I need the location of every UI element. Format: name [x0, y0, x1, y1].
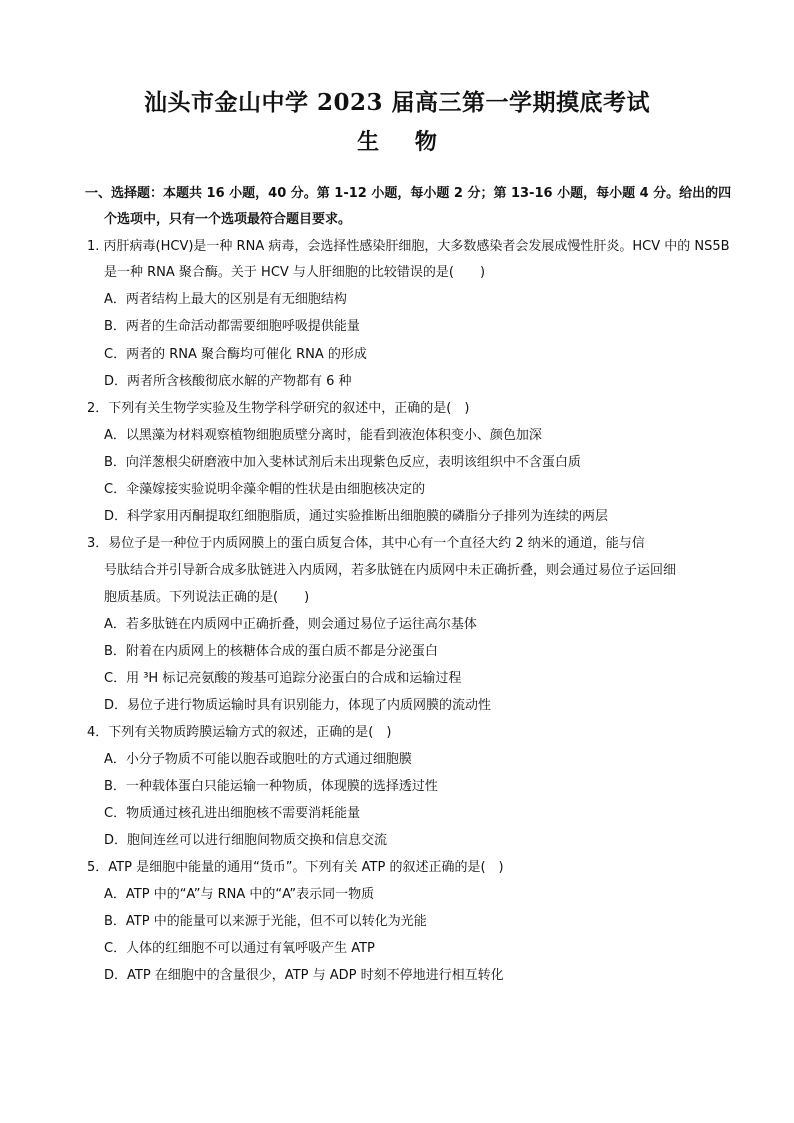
question-1-option-c: C．两者的 RNA 聚合酶均可催化 RNA 的形成 — [104, 347, 367, 362]
section-heading-line-2: 个选项中，只有一个选项最符合题目要求。 — [104, 212, 352, 227]
question-5-option-d: D．ATP 在细胞中的含量很少，ATP 与 ADP 时刻不停地进行相互转化 — [104, 968, 504, 983]
question-5-stem-line-1: 5．ATP 是细胞中能量的通用“货币”。下列有关 ATP 的叙述正确的是( ) — [87, 860, 504, 875]
question-4-option-b: B．一种载体蛋白只能运输一种物质，体现膜的选择透过性 — [104, 779, 438, 794]
question-4-option-a: A．小分子物质不可能以胞吞或胞吐的方式通过细胞膜 — [104, 752, 412, 767]
question-2-stem-line-1: 2．下列有关生物学实验及生物学科学研究的叙述中，正确的是( ) — [87, 401, 470, 416]
question-3-stem-line-1: 3．易位子是一种位于内质网膜上的蛋白质复合体，其中心有一个直径大约 2 纳米的通道，能与信 — [87, 536, 645, 551]
question-3-option-b: B．附着在内质网上的核糖体合成的蛋白质不都是分泌蛋白 — [104, 644, 438, 659]
question-2-option-c: C．伞藻嫁接实验说明伞藻伞帽的性状是由细胞核决定的 — [104, 482, 426, 497]
question-2-option-a: A．以黑藻为材料观察植物细胞质壁分离时，能看到液泡体积变小、颜色加深 — [104, 428, 542, 443]
question-2-option-d: D．科学家用丙酮提取红细胞脂质，通过实验推断出细胞膜的磷脂分子排列为连续的两层 — [104, 509, 609, 524]
question-5-option-a: A．ATP 中的“A”与 RNA 中的“A”表示同一物质 — [104, 887, 375, 902]
subject-title: 生 物 — [357, 129, 437, 155]
question-1-stem-line-1: 1. 丙肝病毒(HCV)是一种 RNA 病毒，会选择性感染肝细胞，大多数感染者会发展成慢性肝炎。HCV 中的 NS5B — [87, 239, 730, 254]
question-4-option-c: C．物质通过核孔进出细胞核不需要消耗能量 — [104, 806, 361, 821]
question-3-stem-line-3: 胞质基质。下列说法正确的是( ) — [104, 590, 310, 605]
question-3-option-a: A．若多肽链在内质网中正确折叠，则会通过易位子运往高尔基体 — [104, 617, 477, 632]
section-heading-line-1: 一、选择题：本题共 16 小题，40 分。第 1-12 小题，每小题 2 分；第 13-16 小题，每小题 4 分。给出的四 — [85, 186, 732, 201]
question-3-option-d: D．易位子进行物质运输时具有识别能力，体现了内质网膜的流动性 — [104, 698, 492, 713]
question-4-stem-line-1: 4．下列有关物质跨膜运输方式的叙述，正确的是( ) — [87, 725, 392, 740]
question-5-option-c: C．人体的红细胞不可以通过有氧呼吸产生 ATP — [104, 941, 375, 956]
question-1-option-b: B．两者的生命活动都需要细胞呼吸提供能量 — [104, 319, 360, 334]
question-3-stem-line-2: 号肽结合并引导新合成多肽链进入内质网，若多肽链在内质网中未正确折叠，则会通过易位子运回细 — [104, 563, 677, 578]
question-3-option-c: C．用 ³H 标记亮氨酸的羧基可追踪分泌蛋白的合成和运输过程 — [104, 671, 462, 686]
question-4-option-d: D．胞间连丝可以进行细胞间物质交换和信息交流 — [104, 833, 388, 848]
question-2-option-b: B．向洋葱根尖研磨液中加入斐林试剂后未出现紫色反应，表明该组织中不含蛋白质 — [104, 455, 581, 470]
question-1-stem-line-2: 是一种 RNA 聚合酶。关于 HCV 与人肝细胞的比较错误的是( ) — [104, 265, 486, 280]
question-1-option-a: A．两者结构上最大的区别是有无细胞结构 — [104, 292, 347, 307]
page-title: 汕头市金山中学 2023 届高三第一学期摸底考试 — [143, 89, 651, 116]
question-1-option-d: D．两者所含核酸彻底水解的产物都有 6 种 — [104, 374, 352, 389]
question-5-option-b: B．ATP 中的能量可以来源于光能，但不可以转化为光能 — [104, 914, 427, 929]
